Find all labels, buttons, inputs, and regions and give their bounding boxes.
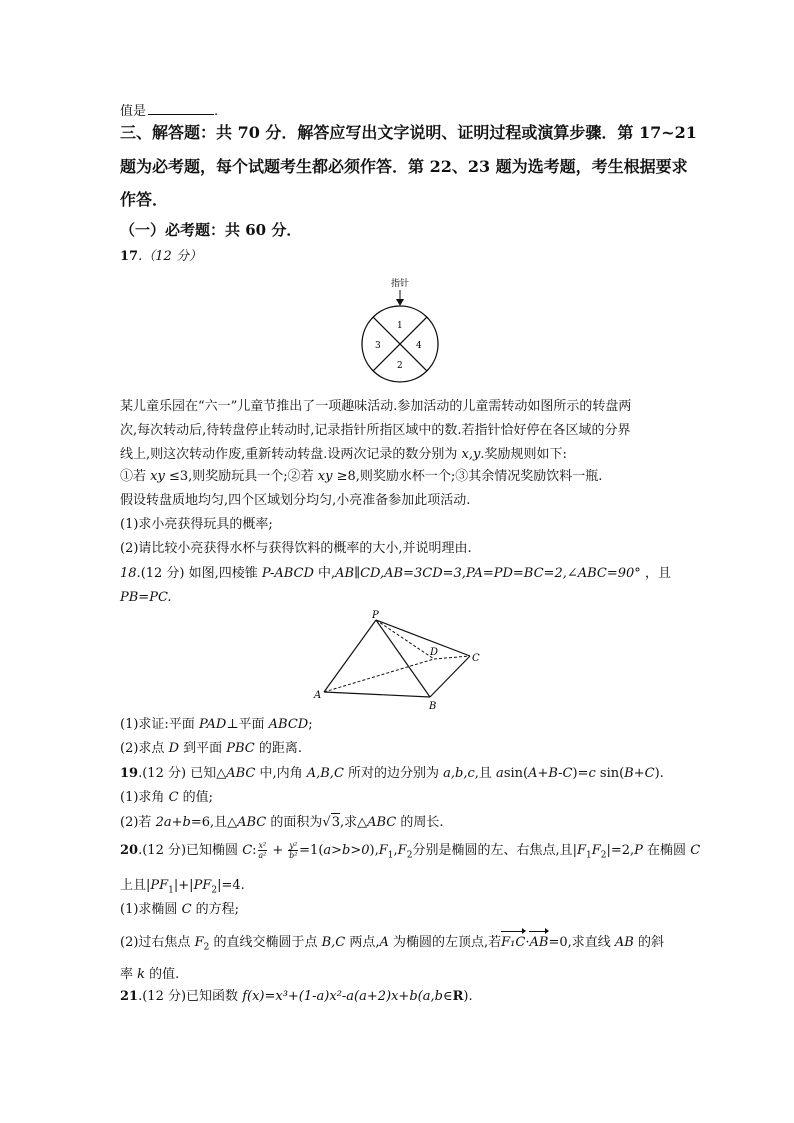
q17-para: 假设转盘质地均匀,四个区域划分均匀,小亮准备参加此项活动.	[120, 493, 471, 508]
vector-AB: AB	[529, 935, 549, 950]
q20-sub2: (2)过右焦点 $F_2$ 的直线交椭圆于点 B,C 两点,A 为椭圆的左顶点,若F₁C·AB=0,求直线 AB 的斜	[120, 935, 664, 953]
pointer-arrow-icon	[396, 299, 404, 306]
edge-BC	[430, 656, 470, 697]
region-label: 3	[375, 341, 381, 351]
sqrt-symbol: √	[322, 815, 331, 830]
region-label: 4	[416, 341, 422, 351]
edge-PB	[376, 620, 430, 697]
subsection-heading: （一）必考题：共 60 分．	[120, 221, 302, 239]
q20-line1: 20.(12 分)已知椭圆 C: $\frac{\text{x²}}{\text{a²}}$ + $\frac{\text{y²}}{\text{b²}}$ $=1(a>b>0),F_1,F_2$分别是椭圆的左、右焦点,且$|F_1F_2|=2,P$ 在椭圆 C	[120, 841, 701, 861]
vertex-label: D	[430, 647, 439, 658]
q20-sub2-cont: 率 k 的值.	[120, 967, 180, 982]
q17-para: 线上,则这次转动作废,重新转动转盘.设两次记录的数分别为 x,y.奖励规则如下:	[120, 447, 567, 462]
q20-sub1: (1)求椭圆 C 的方程;	[120, 902, 240, 917]
fraction-y: $\frac{\text{y²}}{\text{b²}}$	[289, 841, 298, 860]
q17-header: 17.（12 分）	[120, 249, 202, 264]
edge-AB	[324, 692, 430, 697]
q21-line1: 21.(12 分)已知函数 f(x)=x³+(1-a)x²-a(a+2)x+b(a,b∈R).	[120, 989, 473, 1004]
fraction-x: $\frac{\text{x²}}{\text{a²}}$	[258, 841, 267, 860]
pointer-label: 指针	[390, 279, 410, 289]
region-label: 2	[397, 361, 403, 371]
q18-line1: 18.(12 分) 如图,四棱锥 P-ABCD 中,AB∥CD,AB=3CD=3,PA=PD=BC=2,∠ABC=90° ，且	[120, 566, 671, 581]
vertex-label: C	[472, 653, 480, 664]
q18-line2: PB=PC.	[120, 590, 172, 605]
q17-sub1: (1)求小亮获得玩具的概率;	[120, 517, 273, 532]
section-heading-line1: 三、解答题：共 70 分．解答应写出文字说明、证明过程或演算步骤．第 17~21	[120, 123, 697, 142]
edge-PC	[376, 620, 470, 656]
q19-sub1: (1)求角 C 的值;	[120, 790, 214, 805]
q19-line1: 19.(12 分) 已知△ABC 中,内角 A,B,C 所对的边分别为 a,b,c,且 asin(A+B-C)=c sin(B+C).	[120, 766, 664, 781]
region-label: 1	[397, 321, 403, 331]
q17-para: 某儿童乐园在“六一”儿童节推出了一项趣味活动.参加活动的儿童需转动如图所示的转盘两	[120, 399, 632, 414]
section-heading-line3: 作答．	[120, 190, 169, 209]
pyramid-figure	[310, 608, 490, 712]
spinner-figure	[340, 272, 460, 388]
edge-PA	[324, 620, 376, 692]
q20-line2: 上且$|PF_1|+|PF_2|=4$.	[120, 878, 245, 896]
section-heading-line2: 题为必考题，每个试题考生都必须作答．第 22、23 题为选考题，考生根据要求	[120, 157, 688, 176]
vector-F1C: F₁C	[501, 935, 526, 950]
answer-blank[interactable]	[148, 101, 214, 115]
previous-question-tail: 值是 .	[120, 101, 680, 121]
vertex-label: A	[314, 690, 322, 701]
q19-sub2: (2)若 2a+b=6,且△ABC 的面积为√3,求△ABC 的周长.	[120, 815, 444, 830]
q17-para: 次,每次转动后,待转盘停止转动时,记录指针所指区域中的数.若指针恰好停在各区域的分界	[120, 423, 631, 438]
vertex-label: P	[372, 610, 379, 621]
q17-sub2: (2)请比较小亮获得水杯与获得饮料的概率的大小,并说明理由.	[120, 541, 472, 556]
q17-rules: ①若 xy ≤3,则奖励玩具一个;②若 xy ≥8,则奖励水杯一个;③其余情况奖励饮料一瓶.	[120, 469, 603, 484]
q18-sub2: (2)求点 D 到平面 PBC 的距离.	[120, 741, 303, 756]
edge-DC	[434, 656, 470, 659]
q18-sub1: (1)求证:平面 PAD⊥平面 ABCD;	[120, 717, 313, 732]
vertex-label: B	[429, 701, 437, 712]
edge-AD	[324, 659, 434, 692]
